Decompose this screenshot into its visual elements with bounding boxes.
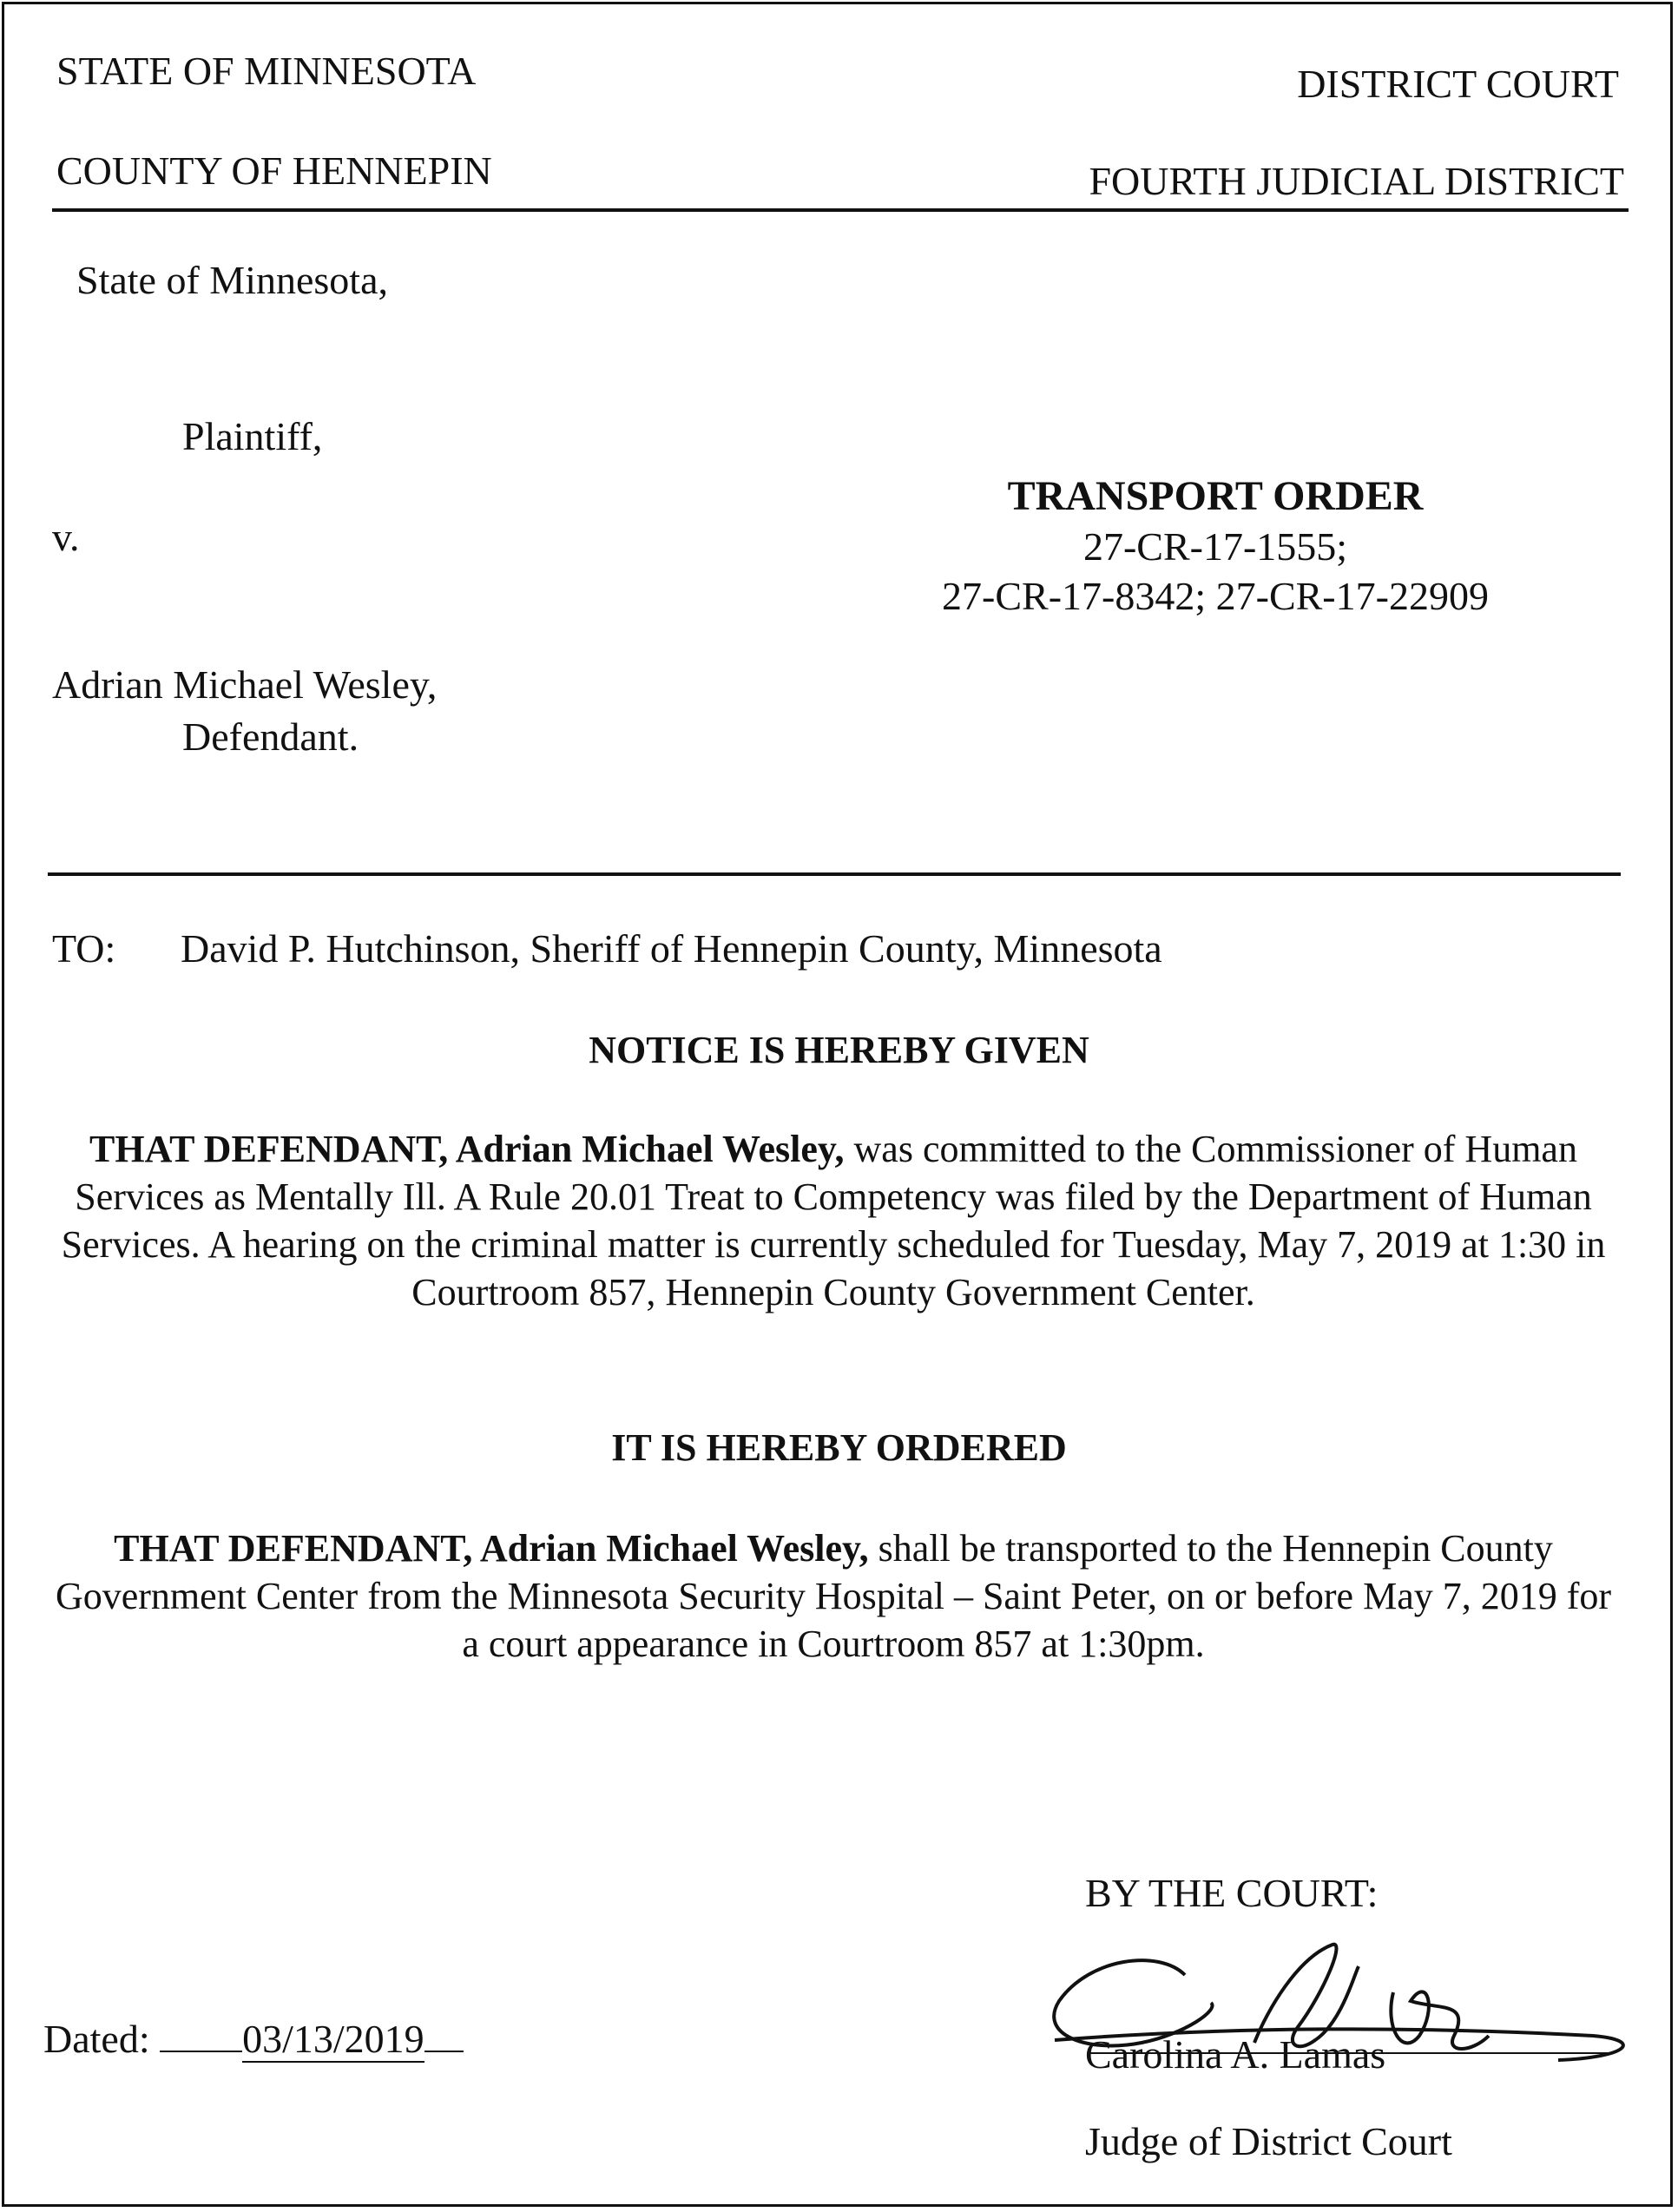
notice-paragraph (52, 1125, 1615, 1316)
dated-row (43, 2016, 464, 2062)
header-rule (52, 208, 1629, 212)
plaintiff-label: Plaintiff, (182, 414, 323, 458)
judge-title: Judge of District Court (1085, 2119, 1452, 2163)
ordered-lead: THAT DEFENDANT, Adrian Michael Wesley, (114, 1527, 869, 1570)
case-numbers-line2: 27-CR-17-8342; 27-CR-17-22909 (942, 574, 1489, 618)
notice-lead: THAT DEFENDANT, Adrian Michael Wesley, (89, 1128, 845, 1170)
versus: v. (52, 515, 80, 559)
dated-label: Dated: (43, 2017, 150, 2061)
defendant-label: Defendant. (182, 714, 359, 759)
dated-value: 03/13/2019 (242, 2017, 424, 2061)
page-border (2, 2, 1673, 2207)
judge-name: Carolina A. Lamas (1085, 2032, 1386, 2077)
notice-heading: NOTICE IS HEREBY GIVEN (589, 1029, 1089, 1071)
to-recipient: David P. Hutchinson, Sheriff of Hennepin County, Minnesota (181, 926, 1162, 971)
order-title: TRANSPORT ORDER (1007, 473, 1424, 519)
date-blank-left (160, 2019, 242, 2052)
notice-body: was committed to the Commissioner of Human Services as Mentally Ill. A Rule 20.01 Treat to Competency was filed by the Department of Human Services. A hearing on the criminal matter is currently scheduled for Tuesday, May 7, 2019 at 1:30 in Courtroom 857, Hennepin County Government Center. (61, 1128, 1606, 1313)
ordered-paragraph (52, 1524, 1615, 1668)
date-blank-right (424, 2019, 464, 2052)
district-heading: FOURTH JUDICIAL DISTRICT (1089, 159, 1624, 203)
defendant-name: Adrian Michael Wesley, (52, 662, 438, 707)
to-label: TO: (52, 926, 116, 971)
county-heading: COUNTY OF HENNEPIN (56, 148, 492, 193)
ordered-body: shall be transported to the Hennepin County Government Center from the Minnesota Security Hospital – Saint Peter, on or before May 7, 2019 for a court appearance in Courtroom 857 at 1:30pm. (55, 1527, 1612, 1665)
court-heading: DISTRICT COURT (1297, 62, 1619, 106)
case-numbers-line1: 27-CR-17-1555; (1082, 524, 1348, 569)
state-heading: STATE OF MINNESOTA (56, 49, 477, 93)
ordered-heading: IT IS HEREBY ORDERED (611, 1426, 1067, 1469)
plaintiff-name: State of Minnesota, (76, 258, 388, 302)
by-the-court: BY THE COURT: (1085, 1871, 1379, 1915)
caption-rule (48, 872, 1621, 876)
